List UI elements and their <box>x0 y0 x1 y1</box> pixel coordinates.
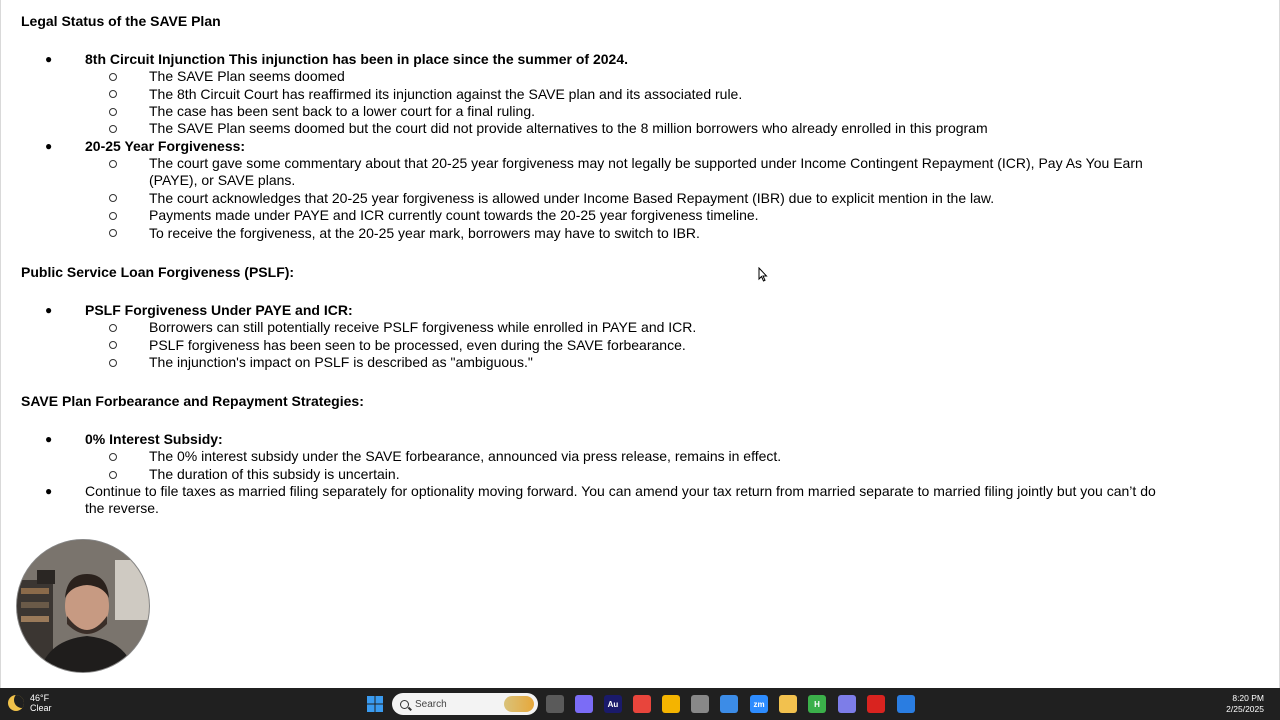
webcam-overlay <box>16 539 150 673</box>
list-item-forgiveness: 20-25 Year Forgiveness: <box>85 138 246 154</box>
sub-item: Borrowers can still potentially receive PSLF forgiveness while enrolled in PAYE and ICR. <box>149 319 697 335</box>
sub-bullet-icon <box>109 73 117 81</box>
sub-item: Payments made under PAYE and ICR currently count towards the 20-25 year forgiveness timeline. <box>149 207 759 223</box>
sub-item: The SAVE Plan seems doomed but the court did not provide alternatives to the 8 million borrowers who already enrolled in this program <box>149 120 988 136</box>
section-heading-pslf: Public Service Loan Forgiveness (PSLF): <box>21 264 295 280</box>
audition-icon-label: Au <box>607 699 619 709</box>
sub-bullet-icon <box>109 108 117 116</box>
settings-icon[interactable] <box>838 695 856 713</box>
start-icon[interactable] <box>366 695 384 713</box>
sub-bullet-icon <box>109 125 117 133</box>
list-item-taxes: Continue to file taxes as married filing separately for optionality moving forward. You can amend your tax return from married separate to married filing jointly but you can’t do the reverse. <box>85 483 1156 517</box>
sub-bullet-icon <box>109 229 117 237</box>
sub-item: The case has been sent back to a lower court for a final ruling. <box>149 103 535 119</box>
h-app-icon-label: H <box>814 699 820 709</box>
audition-icon[interactable] <box>604 695 622 713</box>
sub-item: The 0% interest subsidy under the SAVE forbearance, announced via press release, remains in effect. <box>149 448 782 464</box>
bullet-icon: ● <box>45 139 53 153</box>
sub-bullet-icon <box>109 90 117 98</box>
sub-item: The court acknowledges that 20-25 year forgiveness is allowed under Income Based Repayment (IBR) due to explicit mention in the law. <box>149 190 995 206</box>
task-view-icon[interactable] <box>546 695 564 713</box>
sub-bullet-icon <box>109 359 117 367</box>
list-item-pslf: PSLF Forgiveness Under PAYE and ICR: <box>85 302 353 318</box>
weather-temp: 46°F <box>30 693 50 703</box>
list-item-subsidy: 0% Interest Subsidy: <box>85 431 223 447</box>
shield-icon[interactable] <box>897 695 915 713</box>
zoom-icon-label: zm <box>753 699 765 709</box>
bullet-icon: ● <box>45 303 53 317</box>
sub-item: The 8th Circuit Court has reaffirmed its injunction against the SAVE plan and its associated rule. <box>149 86 743 102</box>
weather-condition: Clear <box>30 703 52 713</box>
sub-item: The court gave some commentary about that 20-25 year forgiveness may not legally be supported under Income Contingent Repayment (ICR), Pay As You Earn (PAYE), or SAVE plans. <box>149 155 1143 189</box>
sub-item: The SAVE Plan seems doomed <box>149 68 345 84</box>
sub-bullet-icon <box>109 212 117 220</box>
sub-bullet-icon <box>109 324 117 332</box>
file-explorer-icon[interactable] <box>779 695 797 713</box>
chrome-icon-2[interactable] <box>662 695 680 713</box>
bullet-icon: ● <box>45 52 53 66</box>
sub-bullet-icon <box>109 194 117 202</box>
weather-widget[interactable] <box>8 693 52 713</box>
sub-bullet-icon <box>109 453 117 461</box>
section-heading-legal: Legal Status of the SAVE Plan <box>21 13 221 29</box>
taskbar-search[interactable] <box>392 693 538 715</box>
clock-date: 2/25/2025 <box>1226 704 1264 714</box>
acrobat-icon[interactable] <box>867 695 885 713</box>
list-item-injunction: 8th Circuit Injunction This injunction has been in place since the summer of 2024. <box>85 51 628 67</box>
copilot-icon[interactable] <box>575 695 593 713</box>
clock-time: 8:20 PM <box>1232 693 1264 703</box>
moon-icon <box>8 695 24 711</box>
sub-item: The injunction's impact on PSLF is described as "ambiguous." <box>149 354 533 370</box>
sub-bullet-icon <box>109 341 117 349</box>
bullet-icon: ● <box>45 432 53 446</box>
h-app-icon[interactable] <box>808 695 826 713</box>
sub-bullet-icon <box>109 471 117 479</box>
bullet-icon: ● <box>45 484 53 498</box>
capture-icon[interactable] <box>691 695 709 713</box>
section-heading-forbearance: SAVE Plan Forbearance and Repayment Strategies: <box>21 393 364 409</box>
sub-bullet-icon <box>109 160 117 168</box>
taskbar <box>0 688 1280 720</box>
sub-item: PSLF forgiveness has been seen to be processed, even during the SAVE forbearance. <box>149 337 686 353</box>
search-icon <box>400 700 409 709</box>
notepad-icon[interactable] <box>720 695 738 713</box>
system-clock[interactable] <box>1226 693 1264 715</box>
search-highlight-icon <box>504 696 534 712</box>
zoom-icon[interactable] <box>750 695 768 713</box>
chrome-icon[interactable] <box>633 695 651 713</box>
sub-item: The duration of this subsidy is uncertain. <box>149 466 400 482</box>
search-placeholder: Search <box>415 698 447 710</box>
sub-item: To receive the forgiveness, at the 20-25 year mark, borrowers may have to switch to IBR. <box>149 225 700 241</box>
